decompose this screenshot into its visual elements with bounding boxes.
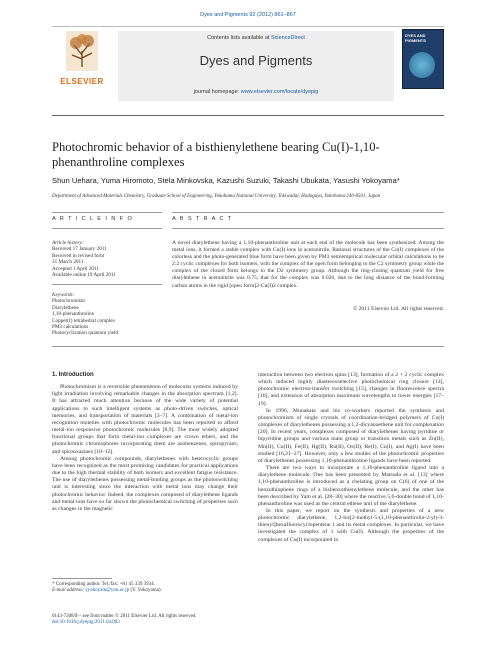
body-paragraph: In this paper, we report on the synthesis and properties of a new photochromic diarylethene, 1,2-bis[2-methyl-5-(1,10-phenanthrolin-2-yl)-3-thienyl]hexafluorocyclopentene 1 and its metal complexes. In particular, we have investigated the complex of 1 with Cu(I). Although the properties of the complexes of Cu(I) incorporated in: [258, 507, 444, 543]
email-prefix: E-mail address:: [52, 588, 86, 594]
keyword-item: Photochromism: [52, 298, 85, 305]
history-item: Received in revised form: [52, 252, 105, 259]
author-affiliation: Department of Advanced Materials Chemistry, Graduate School of Engineering, Yokohama National University, Tokiwadai, Hodogaya, Yokohama 240-8501, Japan: [52, 194, 381, 199]
cover-title: DYES AND PIGMENTS: [405, 33, 426, 43]
abstract-rule: [172, 212, 444, 213]
keyword-item: 1,10-phenanthroline: [52, 311, 94, 318]
body-paragraph: In 1996, Munakata and his co-workers reported the synthesis and photochromism of single crystals of coordination-bridged polymers of Cu(I) complexes of diarylethenes possessing a 1,2-dicyanoethene unit for complexation [20]. In recent years, complexes composed of diarylethenes having pyridine or bipyridine groups and various main group or transition metals such as Zn(II), Mn(II), Cu(II), Fe(II), Hg(II), Ru(II), Os(II), Re(I), Cu(I), and Ag(I) have been studied [16,21–27]. However, only a few studies of the photochromic properties of diarylethenes possessing 1,10-phenanthroline ligands have been reported.: [258, 407, 444, 464]
masthead-center: [118, 31, 394, 101]
front-matter-divider: [52, 346, 444, 347]
keyword-item: Diarylethene: [52, 304, 79, 311]
abstract-copyright: © 2011 Elsevier Ltd. All rights reserved.: [352, 306, 444, 312]
keywords-heading: Keywords:: [52, 292, 75, 298]
homepage-link[interactable]: www.elsevier.com/locate/dyepig: [240, 89, 319, 95]
abstract-text: A novel diarylethene having a 1,10-phenanthroline unit at each end of the molecule has been synthesized. Among the metal ions, it formed a stable complex with Cu(I) ions in acetonitrile. Rational structures of the Cu(I) complexes of the colorless and the photo-generated blue form have been given by PM3 semiempirical molecular orbital calculations to be 2:2 cyclic complexes for both isomers, with the complex of the open form belonging to the C2 symmetry group while the complex of the closed form belongs to the D2 symmetry group. Although the ring-closing quantum yield for free diarylethene in acetonitrile was 0.75, that for the complex was 0.026, due to the long distance of the bond-forming carbon atoms in the rigid [open form]2-Cu(I)2 complex.: [172, 240, 444, 289]
article-info-rule-2: [52, 228, 162, 229]
sciencedirect-link[interactable]: ScienceDirect: [270, 35, 305, 41]
doi-link[interactable]: doi:10.1016/j.dyepig.2011.04.003: [52, 620, 120, 626]
corresponding-author-footnote: [52, 582, 237, 594]
contents-line: [118, 31, 394, 41]
footnote-rule: [52, 578, 112, 579]
journal-masthead: [52, 26, 444, 116]
body-paragraph: There are two ways to incorporate a 1,10-phenanthroline ligand into a diarylethene molecule. One has been presented by Matsuda et al. [13] where 1,10-phenanthroline is introduced as a chelating group on C(6) of one of the benzothiophene rings of a bisbenzothienylethene molecule, and the other has been described by Yam et al. [28–30] where the reactive 5,6-double bond of 1,10-phenanthroline was used as the central ethene unit of the diarylethene.: [258, 465, 444, 507]
email-link[interactable]: yyokoyam@ynu.ac.jp: [85, 588, 130, 594]
homepage-prefix: journal homepage:: [193, 89, 241, 95]
history-divider: [52, 284, 162, 285]
journal-title: Dyes and Pigments: [199, 53, 313, 68]
history-item: Accepted 1 April 2011: [52, 265, 99, 272]
keyword-item: PM3 calculations: [52, 324, 89, 331]
body-paragraph: interaction between two electron spins [13], formation of a 2 + 2 cyclic complex which induced highly diastereoselective photochemical ring closure [14], photochromic electron-transfer switching [15], changes in fluorescence spectra [16], and extension of absorption maximum wavelengths to lower energies [17–19].: [258, 372, 444, 407]
body-paragraph: Photochromism is a reversible phenomenon of molecular systems induced by light irradiation involving remarkable changes in the absorption spectrum [1,2]. It has attracted much attention because of the wide variety of potential applications to such intelligent systems as photo-driven switches, optical memories, and transportation of materials [3–7]. A combination of metal-ion recognition moieties with photochromic molecules has been reported to afford metal-ion responsive photochromic molecules [8,9]. The most widely adopted functional groups that form metal-ion complexes are crown ethers, and the photochromic chromophores incorporating them are azobenzenes, spiropyrans, and spirooxazines [10–12].: [52, 384, 238, 455]
body-right-column: [258, 372, 444, 544]
keywords-block: [52, 292, 162, 337]
elsevier-logo[interactable]: [52, 31, 112, 101]
article-history: [52, 240, 162, 278]
article-title: Photochromic behavior of a bisthienylethene bearing Cu(I)-1,10-phenanthroline complexes: [52, 140, 380, 169]
elsevier-tree-logo-icon: [66, 31, 98, 71]
article-info-label: A R T I C L E I N F O: [52, 216, 134, 222]
body-paragraph: Among photochromic compounds, diarylethenes with heterocyclic groups have been recognized as the most promising candidates for practical applications due to the high thermal stability of both isomers and excellent fatigue resistance. The use of diarylethenes possessing metal-binding groups as the photoswitching unit is interesting since the interaction with metal ions may change their photochromic behavior. Indeed, the complexes composed of diarylethene ligands and metal ions have so far shown the photochemical switching of properties such as changes in the magnetic: [52, 455, 238, 512]
keyword-item: Copper(I) tetrahedral complex: [52, 317, 116, 324]
email-line: [52, 588, 237, 594]
issn-line: 0143-7208/$ – see front matter © 2011 Elsevier Ltd. All rights reserved.: [52, 614, 197, 619]
footnote-text: * Corresponding author. Tel./fax: +81 45 339 3934.: [52, 582, 155, 587]
history-item: Available online 19 April 2011: [52, 272, 116, 279]
email-suffix: (Y. Yokoyama).: [129, 588, 162, 594]
journal-homepage: [118, 89, 394, 95]
history-heading: Article history:: [52, 240, 84, 246]
history-item: Received 17 January 2011: [52, 246, 107, 253]
journal-cover-image[interactable]: [402, 29, 444, 89]
history-item: 31 March 2011: [52, 259, 84, 266]
abstract-rule-2: [172, 228, 444, 229]
cover-illustration: [409, 52, 435, 78]
section-heading-introduction: 1. Introduction: [52, 372, 94, 378]
contents-prefix: Contents lists available at: [207, 35, 271, 41]
journal-citation[interactable]: Dyes and Pigments 92 (2012) 861–867: [200, 12, 296, 18]
article-info-rule: [52, 212, 162, 213]
page-footer: [52, 614, 272, 626]
keyword-item: Photocyclization quantum yield: [52, 330, 118, 337]
author-list: Shun Uehara, Yuma Hiromoto, Stela Minkovska, Kazushi Suzuki, Takashi Ubukata, Yasushi Yokoyama*: [52, 176, 400, 185]
publisher-wordmark: ELSEVIER: [60, 77, 104, 86]
abstract-label: A B S T R A C T: [172, 216, 233, 222]
body-left-column: [52, 372, 238, 513]
